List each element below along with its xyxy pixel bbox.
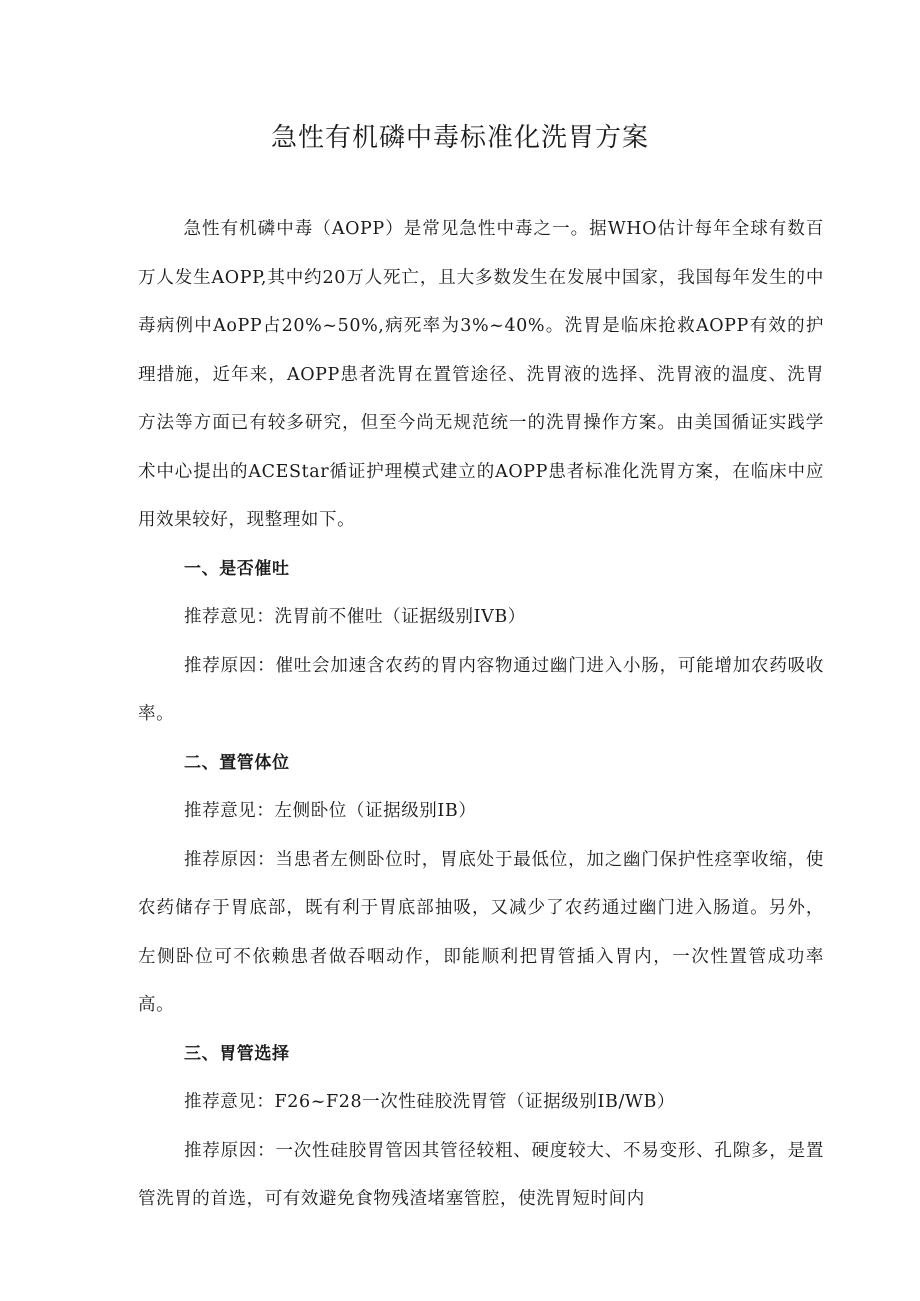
- section-heading: 一、是否催吐: [184, 558, 290, 579]
- document-body: [138, 205, 824, 1224]
- section-vomiting: [138, 545, 824, 739]
- document-title: 急性有机磷中毒标准化洗胃方案: [270, 123, 649, 153]
- recommendation-text: 推荐意见：F26~F28一次性硅胶洗胃管（证据级别IB/WB）: [184, 1092, 676, 1112]
- section-tube: [138, 1030, 824, 1224]
- recommendation-text: 推荐意见：洗胃前不催吐（证据级别IVB）: [184, 607, 526, 627]
- section-heading: 二、置管体位: [184, 752, 290, 773]
- section-heading: 三、胃管选择: [184, 1043, 290, 1064]
- section-position: [138, 739, 824, 1030]
- recommendation-text: 推荐意见：左侧卧位（证据级别IB）: [184, 801, 477, 821]
- reason-text: 推荐原因：一次性硅胶胃管因其管径较粗、硬度较大、不易变形、孔隙多，是置管洗胃的首选，可有效避免食物残渣堵塞管腔，使洗胃短时间内: [138, 1140, 824, 1209]
- reason-text: 推荐原因：催吐会加速含农药的胃内容物通过幽门进入小肠，可能增加农药吸收率。: [138, 655, 824, 724]
- reason-text: 推荐原因：当患者左侧卧位时，胃底处于最低位，加之幽门保护性痉挛收缩，使农药储存于胃底部，既有利于胃底部抽吸，又减少了农药通过幽门进入肠道。另外，左侧卧位可不依赖患者做吞咽动作，即能顺利把胃管插入胃内，一次性置管成功率高。: [138, 849, 824, 1015]
- intro-paragraph: 急性有机磷中毒（AOPP）是常见急性中毒之一。据WHO估计每年全球有数百万人发生AOPP,其中约20万人死亡，且大多数发生在发展中国家，我国每年发生的中毒病例中AoPP占20%~50%,病死率为3%~40%。洗胃是临床抢救AOPP有效的护理措施，近年来，AOPP患者洗胃在置管途径、洗胃液的选择、洗胃液的温度、洗胃方法等方面已有较多研究，但至今尚无规范统一的洗胃操作方案。由美国循证实践学术中心提出的ACEStar循证护理模式建立的AOPP患者标准化洗胃方案，在临床中应用效果较好，现整理如下。: [138, 219, 824, 530]
